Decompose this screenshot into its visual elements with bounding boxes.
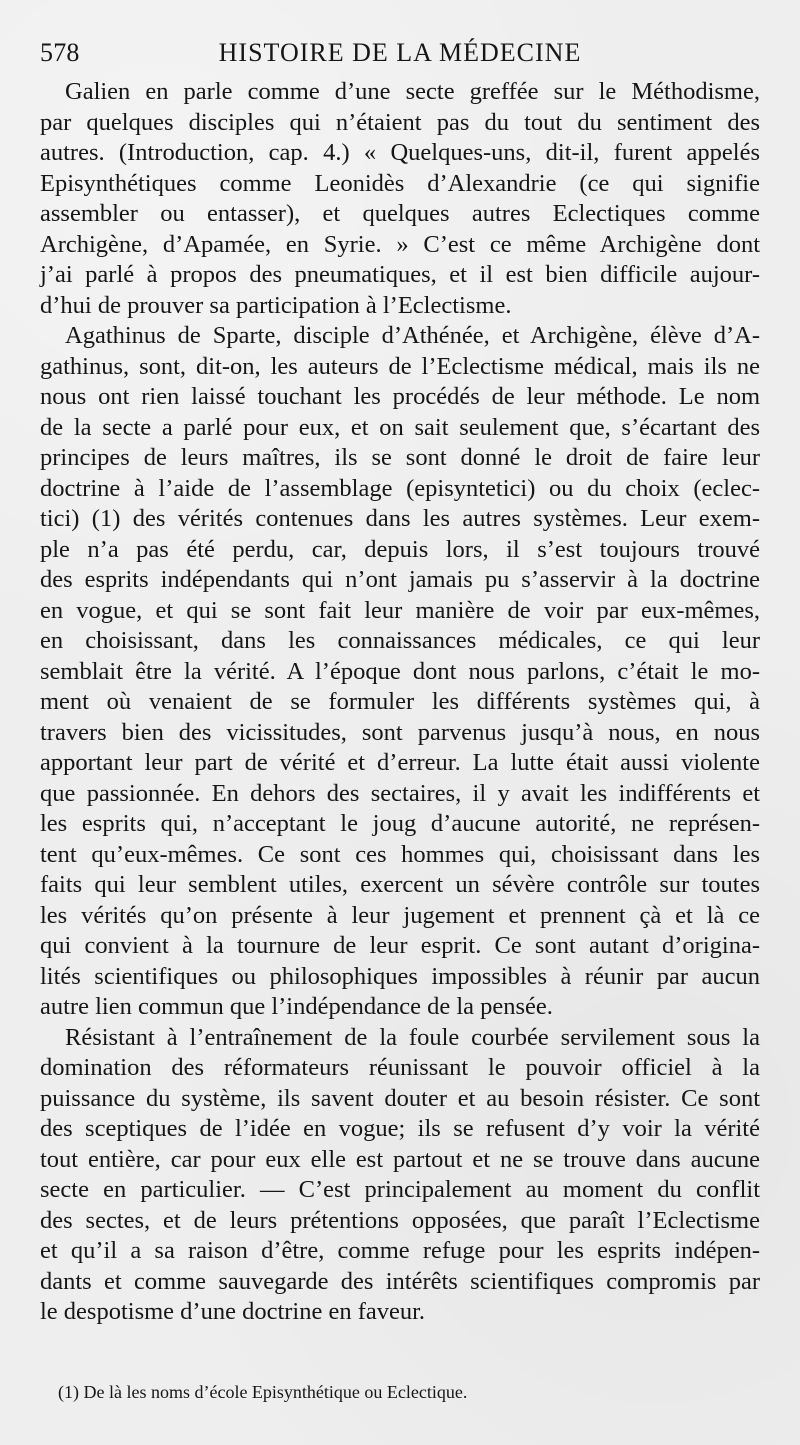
text-line: puissance du système, ils savent douter et au besoin résister. Ce sont	[40, 1084, 760, 1112]
text-line: des sectes, et de leurs prétentions opposées, que paraît l’Eclectisme	[40, 1206, 760, 1234]
text-line: apportant leur part de vérité et d’erreur. La lutte était aussi violente	[40, 749, 760, 776]
text-line: des sceptiques de l’idée en vogue; ils se refusent d’y voir la vérité	[40, 1115, 760, 1142]
text-line: tent qu’eux-mêmes. Ce sont ces hommes qui, choisissant dans les	[40, 840, 760, 868]
text-line: les esprits qui, n’acceptant le joug d’aucune autorité, ne représen-	[40, 810, 760, 837]
text-line: des esprits indépendants qui n’ont jamais pu s’asservir à la doctrine	[40, 566, 760, 593]
text-line: en vogue, et qui se sont fait leur manière de voir par eux-mêmes,	[40, 596, 760, 624]
text-line: autres. (Introduction, cap. 4.) « Quelques-uns, dit-il, furent appelés	[40, 139, 760, 166]
text-line: et qu’il a sa raison d’être, comme refuge pour les esprits indépen-	[40, 1237, 760, 1264]
text-line: Galien en parle comme d’une secte greffée sur le Méthodisme,	[65, 78, 760, 105]
text-line: autre lien commun que l’indépendance de la pensée.	[40, 993, 553, 1020]
text-line: doctrine à l’aide de l’assemblage (episyntetici) ou du choix (eclec-	[40, 474, 760, 502]
text-line: j’ai parlé à propos des pneumatiques, et il est bien difficile aujour-	[40, 261, 760, 288]
text-line: les vérités qu’on présente à leur jugement et prennent çà et là ce	[40, 901, 760, 929]
text-line: travers bien des vicissitudes, sont parvenus jusqu’à nous, en nous	[40, 718, 760, 746]
text-line: le despotisme d’une doctrine en faveur.	[40, 1298, 426, 1325]
text-line: tici) (1) des vérités contenues dans les autres systèmes. Leur exem-	[40, 505, 760, 532]
text-line: de la secte a parlé pour eux, et on sait seulement que, s’écartant des	[40, 413, 760, 441]
text-line: qui convient à la tournure de leur esprit. Ce sont autant d’origina-	[40, 932, 760, 959]
text-line: faits qui leur semblent utiles, exercent un sévère contrôle sur toutes	[40, 871, 760, 898]
footnote: (1) De là les noms d’école Episynthétique ou Eclectique.	[58, 1382, 468, 1402]
text-line: Agathinus de Sparte, disciple d’Athénée, et Archigène, élève d’A-	[65, 322, 760, 349]
text-line: ment où venaient de se formuler les différents systèmes qui, à	[40, 688, 760, 715]
text-line: Episynthétiques comme Leonidès d’Alexandrie (ce qui signifie	[40, 169, 760, 197]
text-line: domination des réformateurs réunissant le pouvoir officiel à la	[40, 1054, 760, 1081]
text-line: dants et comme sauvegarde des intérêts scientifiques compromis par	[40, 1267, 760, 1295]
main-text	[40, 77, 760, 1328]
running-head	[40, 34, 760, 72]
text-line: lités scientifiques ou philosophiques impossibles à réunir par aucun	[40, 962, 760, 990]
text-line: nous ont rien laissé touchant les procédés de leur méthode. Le nom	[40, 383, 760, 410]
running-title: HISTOIRE DE LA MÉDECINE	[218, 38, 582, 67]
text-line: semblait être la vérité. A l’époque dont nous parlons, c’était le mo-	[40, 657, 760, 685]
text-line: que passionnée. En dehors des sectaires, il y avait les indifférents et	[40, 779, 760, 807]
text-line: assembler ou entasser), et quelques autres Eclectiques comme	[40, 200, 760, 227]
text-line: Archigène, d’Apamée, en Syrie. » C’est ce même Archigène dont	[40, 230, 760, 258]
page-number: 578	[40, 38, 80, 67]
text-line: gathinus, sont, dit-on, les auteurs de l’Eclectisme médical, mais ils ne	[40, 352, 760, 380]
paragraph-1	[40, 77, 760, 321]
text-line: secte en particulier. — C’est principalement au moment du conflit	[40, 1176, 760, 1203]
paragraph-2	[40, 321, 760, 1023]
text-line: principes de leurs maîtres, ils se sont donné le droit de faire leur	[40, 444, 760, 471]
paragraph-3	[40, 1023, 760, 1328]
text-line: d’hui de prouver sa participation à l’Eclectisme.	[40, 291, 512, 319]
text-line: Résistant à l’entraînement de la foule courbée servilement sous la	[65, 1023, 760, 1051]
text-line: tout entière, car pour eux elle est partout et ne se trouve dans aucune	[40, 1145, 760, 1173]
text-line: par quelques disciples qui n’étaient pas du tout du sentiment des	[40, 108, 760, 136]
text-line: ple n’a pas été perdu, car, depuis lors, il s’est toujours trouvé	[40, 535, 760, 563]
text-line: en choisissant, dans les connaissances médicales, ce qui leur	[40, 627, 760, 654]
